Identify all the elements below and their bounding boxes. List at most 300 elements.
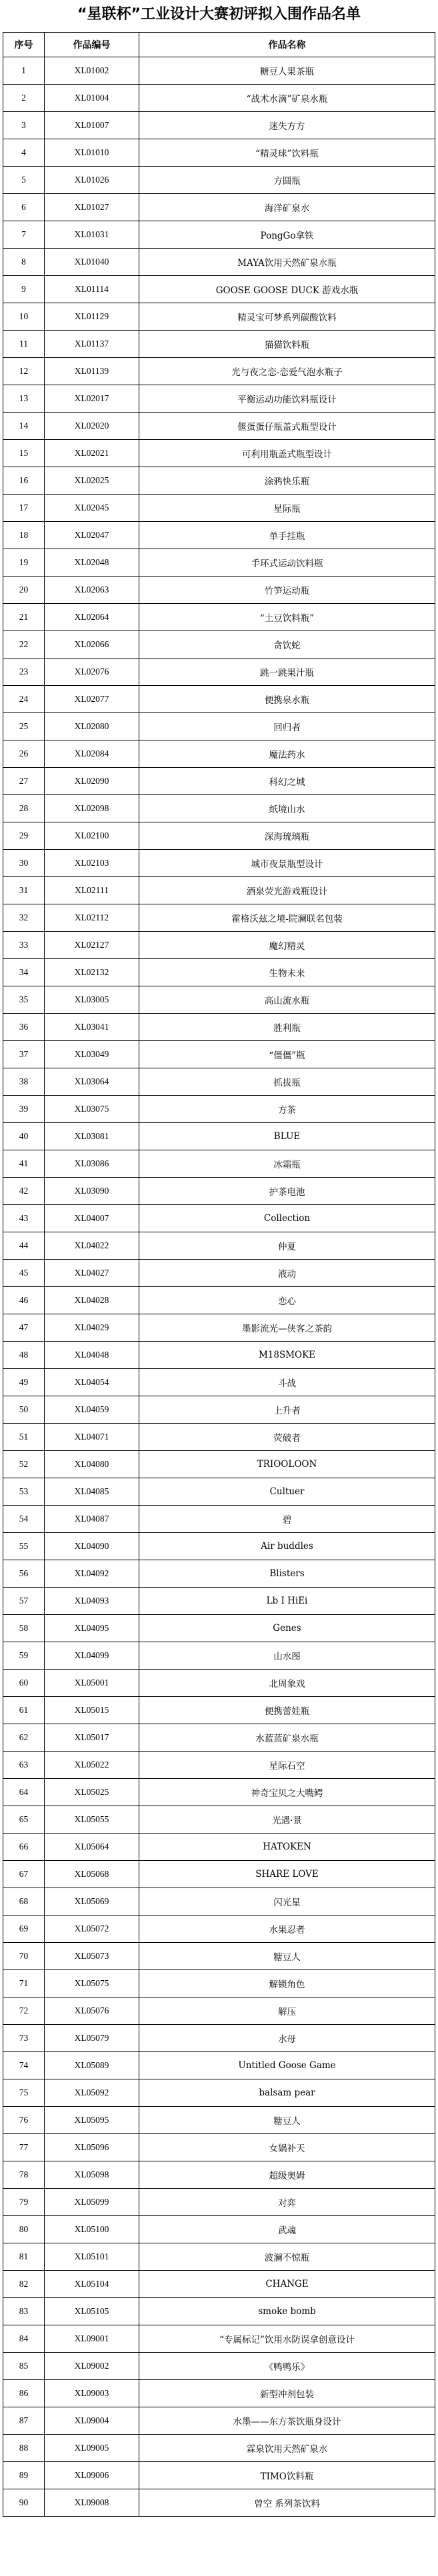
row-name: 上升者 — [139, 1396, 435, 1424]
table-row — [3, 1314, 435, 1342]
row-number: 11 — [3, 331, 45, 358]
row-name: HATOKEN — [139, 1834, 435, 1861]
row-code: XL04095 — [45, 1615, 139, 1642]
row-number: 7 — [3, 221, 45, 249]
row-code: XL05092 — [45, 2079, 139, 2107]
row-code: XL05022 — [45, 1752, 139, 1779]
row-number: 68 — [3, 1888, 45, 1916]
row-number: 31 — [3, 877, 45, 904]
table-row — [3, 495, 435, 522]
row-number: 56 — [3, 1560, 45, 1588]
row-number: 52 — [3, 1451, 45, 1478]
table-row — [3, 1205, 435, 1232]
row-code: XL04007 — [45, 1205, 139, 1232]
table-row — [3, 2380, 435, 2407]
row-number: 85 — [3, 2353, 45, 2380]
row-code: XL01137 — [45, 331, 139, 358]
row-name: 精灵宝可梦系列碳酸饮料 — [139, 303, 435, 331]
row-code: XL01027 — [45, 194, 139, 221]
row-name: 水果忍者 — [139, 1916, 435, 1943]
table-row — [3, 1970, 435, 1997]
row-number: 57 — [3, 1588, 45, 1615]
table-row — [3, 1560, 435, 1588]
row-name: 平衡运动功能饮料瓶设计 — [139, 385, 435, 413]
table-row — [3, 2407, 435, 2435]
row-name: 涂鸦快乐瓶 — [139, 467, 435, 495]
row-number: 3 — [3, 112, 45, 139]
row-number: 29 — [3, 822, 45, 850]
row-name: Cultuer — [139, 1478, 435, 1506]
row-code: XL03041 — [45, 1014, 139, 1041]
row-number: 20 — [3, 577, 45, 604]
row-number: 49 — [3, 1369, 45, 1396]
row-code: XL04099 — [45, 1642, 139, 1670]
row-code: XL09002 — [45, 2353, 139, 2380]
row-code: XL05076 — [45, 1997, 139, 2025]
row-number: 37 — [3, 1041, 45, 1068]
row-number: 36 — [3, 1014, 45, 1041]
row-code: XL02066 — [45, 631, 139, 658]
table-row — [3, 1014, 435, 1041]
table-row — [3, 1997, 435, 2025]
table-row — [3, 1478, 435, 1506]
table-row — [3, 1642, 435, 1670]
row-name: 回归者 — [139, 713, 435, 740]
table-row — [3, 1697, 435, 1724]
row-name: 新型冲剂包装 — [139, 2380, 435, 2407]
row-name: 高山流水瓶 — [139, 986, 435, 1014]
row-code: XL05073 — [45, 1943, 139, 1970]
table-row — [3, 658, 435, 686]
row-number: 79 — [3, 2189, 45, 2216]
table-row — [3, 604, 435, 631]
row-code: XL05064 — [45, 1834, 139, 1861]
row-name: 对弈 — [139, 2189, 435, 2216]
row-name: 仲夏 — [139, 1232, 435, 1260]
row-code: XL02080 — [45, 713, 139, 740]
row-code: XL02025 — [45, 467, 139, 495]
row-number: 45 — [3, 1260, 45, 1287]
table-row — [3, 2107, 435, 2134]
row-name: 山水图 — [139, 1642, 435, 1670]
row-name: 纸境山水 — [139, 795, 435, 822]
table-row — [3, 331, 435, 358]
table-row — [3, 2134, 435, 2161]
row-name: 星际石空 — [139, 1752, 435, 1779]
row-name: 方茶 — [139, 1096, 435, 1123]
table-row — [3, 986, 435, 1014]
row-code: XL01129 — [45, 303, 139, 331]
column-header-name: 作品名称 — [139, 33, 435, 57]
table-row — [3, 631, 435, 658]
row-name: 女娲补天 — [139, 2134, 435, 2161]
row-code: XL04048 — [45, 1342, 139, 1369]
row-name: 单手挂瓶 — [139, 522, 435, 549]
row-code: XL04085 — [45, 1478, 139, 1506]
row-name: GOOSE GOOSE DUCK 游戏水瓶 — [139, 276, 435, 303]
row-number: 80 — [3, 2216, 45, 2243]
row-name: 魔法药水 — [139, 740, 435, 768]
row-number: 76 — [3, 2107, 45, 2134]
table-row — [3, 1123, 435, 1150]
table-row — [3, 1260, 435, 1287]
row-name: TRIOOLOON — [139, 1451, 435, 1478]
row-code: XL02020 — [45, 413, 139, 440]
row-name: 北周象戏 — [139, 1670, 435, 1697]
row-code: XL04093 — [45, 1588, 139, 1615]
row-number: 66 — [3, 1834, 45, 1861]
row-code: XL05068 — [45, 1861, 139, 1888]
row-name: Blisters — [139, 1560, 435, 1588]
row-code: XL04087 — [45, 1506, 139, 1533]
row-number: 81 — [3, 2243, 45, 2271]
row-code: XL04059 — [45, 1396, 139, 1424]
row-code: XL05095 — [45, 2107, 139, 2134]
row-code: XL05069 — [45, 1888, 139, 1916]
row-code: XL09001 — [45, 2325, 139, 2353]
row-code: XL05104 — [45, 2271, 139, 2298]
row-code: XL02064 — [45, 604, 139, 631]
table-row — [3, 1888, 435, 1916]
row-code: XL05096 — [45, 2134, 139, 2161]
row-number: 16 — [3, 467, 45, 495]
row-name: 墨影流光—侠客之茶韵 — [139, 1314, 435, 1342]
row-code: XL04071 — [45, 1424, 139, 1451]
row-name: 冰霜瓶 — [139, 1150, 435, 1178]
row-number: 62 — [3, 1724, 45, 1752]
row-number: 8 — [3, 249, 45, 276]
row-number: 10 — [3, 303, 45, 331]
table-row — [3, 2462, 435, 2489]
row-number: 72 — [3, 1997, 45, 2025]
row-code: XL04028 — [45, 1287, 139, 1314]
table-row — [3, 1096, 435, 1123]
row-name: 手环式运动饮料瓶 — [139, 549, 435, 577]
table-row — [3, 959, 435, 986]
row-code: XL02063 — [45, 577, 139, 604]
shortlist-table — [3, 32, 435, 2517]
row-number: 75 — [3, 2079, 45, 2107]
row-number: 22 — [3, 631, 45, 658]
row-code: XL03081 — [45, 1123, 139, 1150]
row-code: XL04080 — [45, 1451, 139, 1478]
row-name: 贪饮蛇 — [139, 631, 435, 658]
row-code: XL02112 — [45, 904, 139, 932]
row-code: XL02103 — [45, 850, 139, 877]
table-row — [3, 1779, 435, 1806]
row-code: XL05015 — [45, 1697, 139, 1724]
row-number: 60 — [3, 1670, 45, 1697]
table-row — [3, 139, 435, 167]
row-number: 38 — [3, 1068, 45, 1096]
row-code: XL02098 — [45, 795, 139, 822]
table-row — [3, 276, 435, 303]
table-row — [3, 549, 435, 577]
row-code: XL03049 — [45, 1041, 139, 1068]
row-code: XL05025 — [45, 1779, 139, 1806]
row-name: 恋心 — [139, 1287, 435, 1314]
row-number: 34 — [3, 959, 45, 986]
row-number: 47 — [3, 1314, 45, 1342]
table-row — [3, 1287, 435, 1314]
table-row — [3, 385, 435, 413]
row-name: 水蓝蓝矿泉水瓶 — [139, 1724, 435, 1752]
row-name: balsam pear — [139, 2079, 435, 2107]
row-code: XL09005 — [45, 2435, 139, 2462]
table-row — [3, 1424, 435, 1451]
row-number: 87 — [3, 2407, 45, 2435]
row-name: 方圆瓶 — [139, 167, 435, 194]
row-number: 21 — [3, 604, 45, 631]
table-row — [3, 904, 435, 932]
table-row — [3, 2025, 435, 2052]
row-name: Genes — [139, 1615, 435, 1642]
row-number: 70 — [3, 1943, 45, 1970]
row-number: 74 — [3, 2052, 45, 2079]
row-code: XL04092 — [45, 1560, 139, 1588]
row-number: 53 — [3, 1478, 45, 1506]
row-name: 曾空 系列茶饮料 — [139, 2489, 435, 2517]
row-number: 43 — [3, 1205, 45, 1232]
row-name: 神奇宝贝之大嘴鳄 — [139, 1779, 435, 1806]
row-code: XL05100 — [45, 2216, 139, 2243]
table-row — [3, 713, 435, 740]
row-name: 碧 — [139, 1506, 435, 1533]
row-name: PongGo拿铁 — [139, 221, 435, 249]
row-name: 魔幻精灵 — [139, 932, 435, 959]
row-code: XL02090 — [45, 768, 139, 795]
row-name: 生物未来 — [139, 959, 435, 986]
row-number: 71 — [3, 1970, 45, 1997]
row-code: XL05105 — [45, 2298, 139, 2325]
row-name: SHARE LOVE — [139, 1861, 435, 1888]
row-number: 55 — [3, 1533, 45, 1560]
table-row — [3, 577, 435, 604]
row-number: 41 — [3, 1150, 45, 1178]
row-name: 霍格沃兹之境-院澜联名包装 — [139, 904, 435, 932]
row-name: 光与夜之恋-恋爱气泡水瓶子 — [139, 358, 435, 385]
table-row — [3, 1670, 435, 1697]
table-row — [3, 303, 435, 331]
table-row — [3, 1916, 435, 1943]
row-number: 17 — [3, 495, 45, 522]
row-code: XL04022 — [45, 1232, 139, 1260]
row-name: 便携蕾娃瓶 — [139, 1697, 435, 1724]
row-name: 水母 — [139, 2025, 435, 2052]
row-code: XL04027 — [45, 1260, 139, 1287]
row-name: 城市夜景瓶型设计 — [139, 850, 435, 877]
row-number: 63 — [3, 1752, 45, 1779]
row-number: 40 — [3, 1123, 45, 1150]
table-row — [3, 795, 435, 822]
row-code: XL04029 — [45, 1314, 139, 1342]
row-number: 2 — [3, 85, 45, 112]
row-name: 酒泉荧光游戏瓶设计 — [139, 877, 435, 904]
row-code: XL05001 — [45, 1670, 139, 1697]
row-name: “僵僵”瓶 — [139, 1041, 435, 1068]
row-number: 42 — [3, 1178, 45, 1205]
row-code: XL09004 — [45, 2407, 139, 2435]
row-name: 科幻之城 — [139, 768, 435, 795]
row-code: XL01031 — [45, 221, 139, 249]
table-row — [3, 686, 435, 713]
row-code: XL01114 — [45, 276, 139, 303]
row-number: 50 — [3, 1396, 45, 1424]
row-number: 83 — [3, 2298, 45, 2325]
row-number: 48 — [3, 1342, 45, 1369]
row-number: 89 — [3, 2462, 45, 2489]
table-row — [3, 2189, 435, 2216]
row-name: 便携泉水瓶 — [139, 686, 435, 713]
row-code: XL03075 — [45, 1096, 139, 1123]
row-code: XL02100 — [45, 822, 139, 850]
table-row — [3, 2298, 435, 2325]
row-code: XL02017 — [45, 385, 139, 413]
row-code: XL02132 — [45, 959, 139, 986]
table-row — [3, 740, 435, 768]
row-number: 69 — [3, 1916, 45, 1943]
row-number: 6 — [3, 194, 45, 221]
row-code: XL05055 — [45, 1806, 139, 1834]
row-number: 9 — [3, 276, 45, 303]
table-row — [3, 1178, 435, 1205]
row-number: 82 — [3, 2271, 45, 2298]
row-name: 解压 — [139, 1997, 435, 2025]
row-code: XL05079 — [45, 2025, 139, 2052]
row-code: XL03086 — [45, 1150, 139, 1178]
row-code: XL01007 — [45, 112, 139, 139]
row-number: 59 — [3, 1642, 45, 1670]
table-row — [3, 1150, 435, 1178]
table-row — [3, 2325, 435, 2353]
row-name: BLUE — [139, 1123, 435, 1150]
table-row — [3, 467, 435, 495]
row-number: 61 — [3, 1697, 45, 1724]
table-row — [3, 1451, 435, 1478]
row-code: XL05075 — [45, 1970, 139, 1997]
row-name: 波澜不惊瓶 — [139, 2243, 435, 2271]
column-header-number: 序号 — [3, 33, 45, 57]
page-title: “星联杯”工业设计大赛初评拟入围作品名单 — [77, 6, 361, 23]
row-name: 深海琉璃瓶 — [139, 822, 435, 850]
row-number: 27 — [3, 768, 45, 795]
row-number: 24 — [3, 686, 45, 713]
row-name: 抓拔瓶 — [139, 1068, 435, 1096]
row-name: 霖泉饮用天然矿泉水 — [139, 2435, 435, 2462]
table-row — [3, 221, 435, 249]
table-row — [3, 2079, 435, 2107]
row-number: 18 — [3, 522, 45, 549]
row-code: XL01004 — [45, 85, 139, 112]
row-name: 糖豆人 — [139, 2107, 435, 2134]
row-number: 73 — [3, 2025, 45, 2052]
table-row — [3, 850, 435, 877]
row-name: 护茶电池 — [139, 1178, 435, 1205]
row-number: 54 — [3, 1506, 45, 1533]
row-name: 跳一跳果汁瓶 — [139, 658, 435, 686]
row-name: 《鸭鸭乐》 — [139, 2353, 435, 2380]
table-row — [3, 1506, 435, 1533]
row-number: 46 — [3, 1287, 45, 1314]
row-number: 14 — [3, 413, 45, 440]
row-number: 58 — [3, 1615, 45, 1642]
table-row — [3, 2353, 435, 2380]
row-name: 液动 — [139, 1260, 435, 1287]
row-code: XL09003 — [45, 2380, 139, 2407]
table-row — [3, 932, 435, 959]
table-row — [3, 768, 435, 795]
table-row — [3, 522, 435, 549]
row-number: 77 — [3, 2134, 45, 2161]
table-row — [3, 2052, 435, 2079]
table-row — [3, 1396, 435, 1424]
row-code: XL02084 — [45, 740, 139, 768]
table-row — [3, 2161, 435, 2189]
row-code: XL03090 — [45, 1178, 139, 1205]
row-name: smoke bomb — [139, 2298, 435, 2325]
row-name: 竹笋运动瓶 — [139, 577, 435, 604]
row-code: XL02111 — [45, 877, 139, 904]
table-row — [3, 358, 435, 385]
row-name: Untitled Goose Game — [139, 2052, 435, 2079]
row-name: CHANGE — [139, 2271, 435, 2298]
column-header-code: 作品编号 — [45, 33, 139, 57]
row-name: 星际瓶 — [139, 495, 435, 522]
row-code: XL02076 — [45, 658, 139, 686]
table-row — [3, 1533, 435, 1560]
row-code: XL05101 — [45, 2243, 139, 2271]
row-code: XL09006 — [45, 2462, 139, 2489]
row-code: XL05072 — [45, 1916, 139, 1943]
row-name: 超级奥姆 — [139, 2161, 435, 2189]
row-number: 25 — [3, 713, 45, 740]
row-code: XL03005 — [45, 986, 139, 1014]
row-code: XL03064 — [45, 1068, 139, 1096]
row-number: 28 — [3, 795, 45, 822]
table-row — [3, 1615, 435, 1642]
row-name: 可利用瓶盖式瓶型设计 — [139, 440, 435, 467]
table-header-row — [3, 33, 435, 57]
row-name: “战术水滴”矿泉水瓶 — [139, 85, 435, 112]
row-number: 39 — [3, 1096, 45, 1123]
row-number: 33 — [3, 932, 45, 959]
row-number: 90 — [3, 2489, 45, 2517]
row-name: 荧破者 — [139, 1424, 435, 1451]
row-name: Air buddles — [139, 1533, 435, 1560]
table-row — [3, 249, 435, 276]
row-number: 12 — [3, 358, 45, 385]
table-row — [3, 1806, 435, 1834]
row-code: XL01002 — [45, 57, 139, 85]
row-name: 迷失方方 — [139, 112, 435, 139]
row-number: 84 — [3, 2325, 45, 2353]
row-name: 武魂 — [139, 2216, 435, 2243]
table-row — [3, 2243, 435, 2271]
row-name: Lb I HiEi — [139, 1588, 435, 1615]
row-name: MAYA饮用天然矿泉水瓶 — [139, 249, 435, 276]
row-name: “精灵球”饮料瓶 — [139, 139, 435, 167]
row-code: XL05089 — [45, 2052, 139, 2079]
row-name: 糖豆人 — [139, 1943, 435, 1970]
row-number: 88 — [3, 2435, 45, 2462]
row-number: 30 — [3, 850, 45, 877]
row-code: XL02048 — [45, 549, 139, 577]
row-name: M18SMOKE — [139, 1342, 435, 1369]
table-row — [3, 1724, 435, 1752]
table-row — [3, 1232, 435, 1260]
table-row — [3, 1041, 435, 1068]
row-number: 78 — [3, 2161, 45, 2189]
